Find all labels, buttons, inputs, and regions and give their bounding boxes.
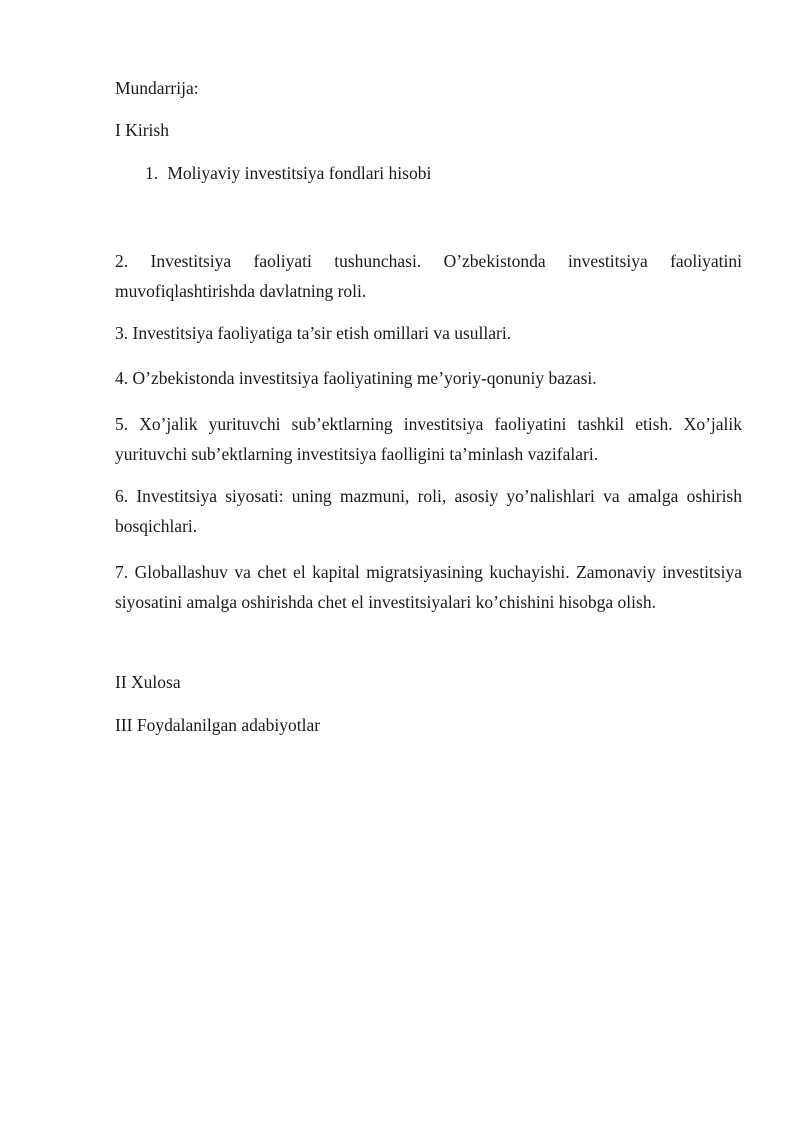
toc-item-2: 2. Investitsiya faoliyati tushunchasi. O’zbekistonda investitsiya faoliyatini muvofiqlashtirishda davlatning roli. <box>115 251 742 301</box>
toc-item-4: 4. O’zbekistonda investitsiya faoliyatining me’yoriy-qonuniy bazasi. <box>115 368 597 388</box>
toc-references: III Foydalanilgan adabiyotlar <box>115 715 321 735</box>
toc-conclusion: II Xulosa <box>115 672 181 692</box>
toc-sub-item-text: Moliyaviy investitsiya fondlari hisobi <box>167 163 432 183</box>
toc-heading: Mundarrija: <box>115 78 199 98</box>
toc-sub-item-number: 1. <box>145 163 159 183</box>
toc-sub-item <box>145 158 431 188</box>
toc-item-5: 5. Xo’jalik yurituvchi sub’ektlarning investitsiya faoliyatini tashkil etish. Xo’jalik yurituvchi sub’ektlarning investitsiya faolligini ta’minlash vazifalari. <box>115 414 742 464</box>
toc-intro: I Kirish <box>115 120 169 140</box>
toc-item-3: 3. Investitsiya faoliyatiga ta’sir etish omillari va usullari. <box>115 323 512 343</box>
toc-item-6: 6. Investitsiya siyosati: uning mazmuni, roli, asosiy yo’nalishlari va amalga oshirish bosqichlari. <box>115 486 742 536</box>
toc-item-7: 7. Globallashuv va chet el kapital migratsiyasining kuchayishi. Zamonaviy investitsiya siyosatini amalga oshirishda chet el investitsiyalari ko’chishini hisobga olish. <box>115 562 742 612</box>
